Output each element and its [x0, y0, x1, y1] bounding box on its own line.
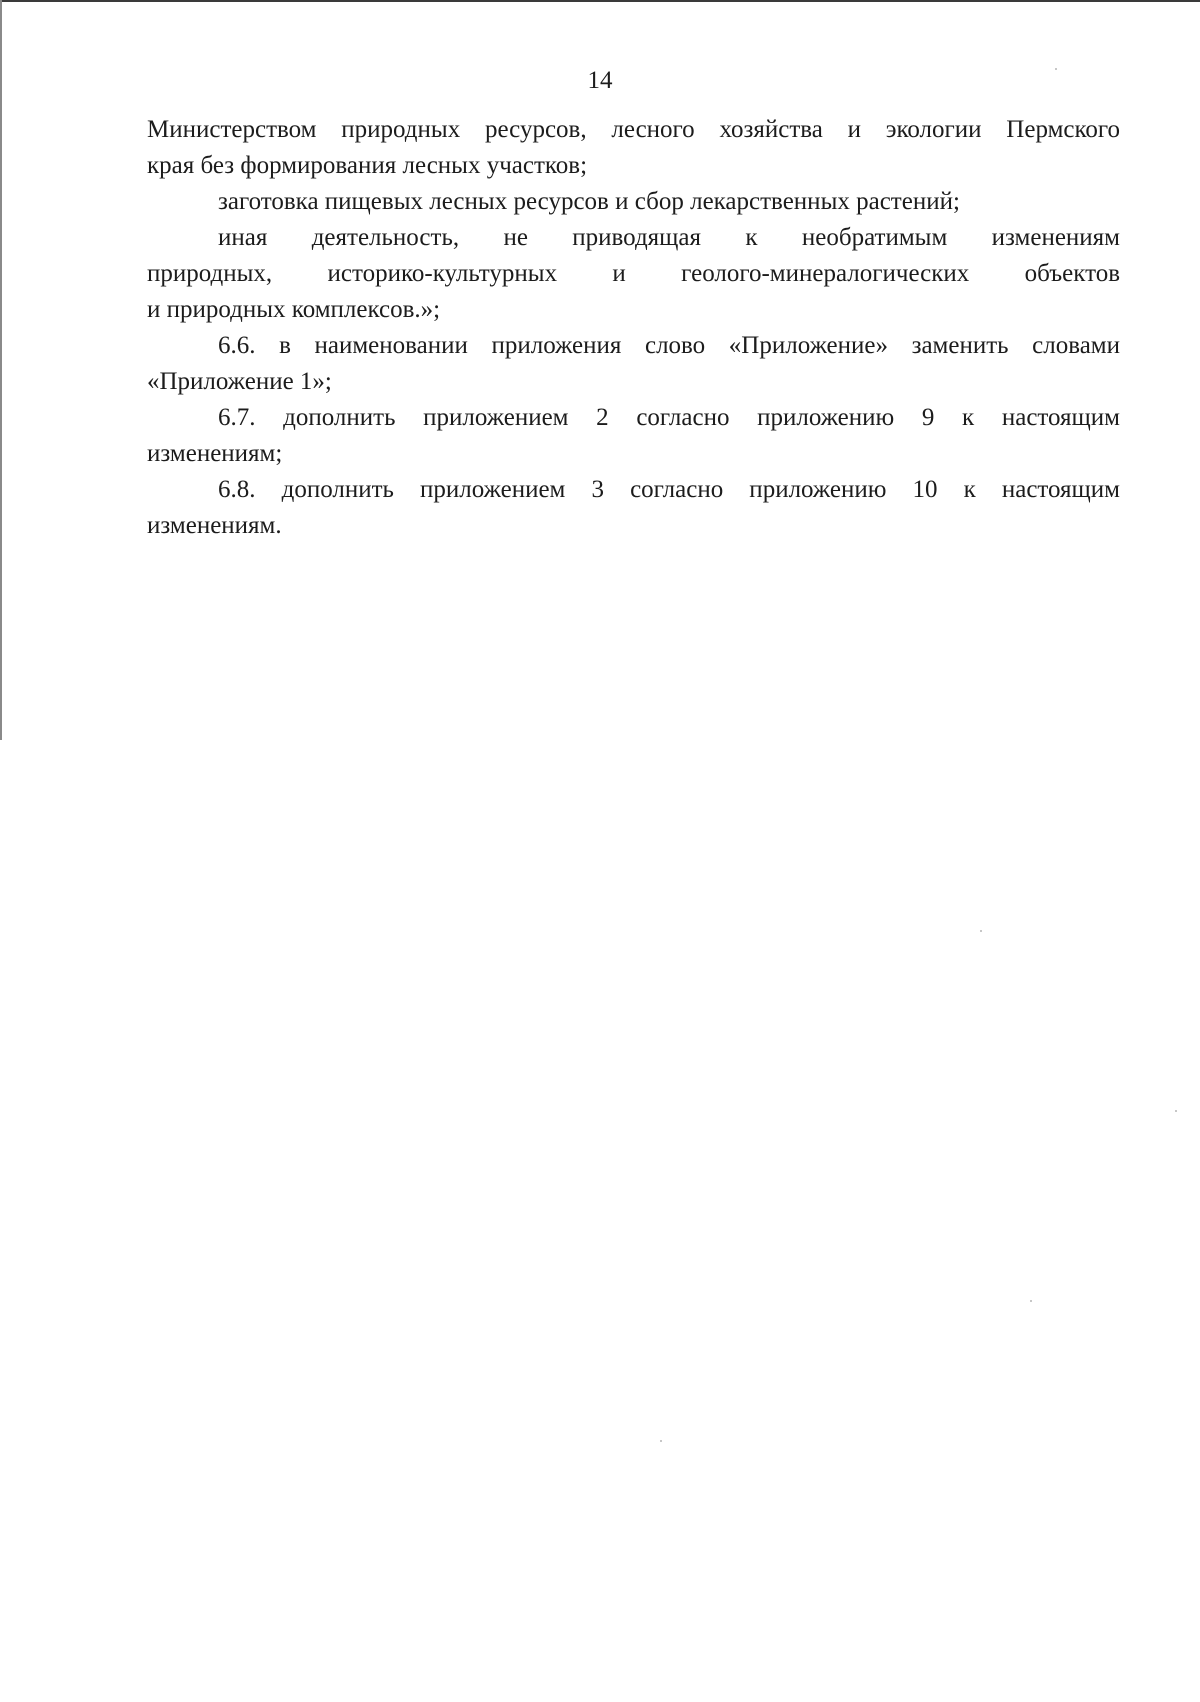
scan-top-edge [0, 0, 1200, 2]
text-line: иная деятельность, не приводящая к необратимым изменениям [218, 224, 1120, 251]
paragraph-ministry-continuation-end [147, 148, 1120, 184]
text-line: края без формирования лесных участков; [147, 152, 588, 179]
scan-speck [660, 1440, 662, 1442]
paragraph-other-activity-line-3 [147, 292, 1120, 328]
text-line: Министерством природных ресурсов, лесного хозяйства и экологии Пермского [147, 116, 1120, 143]
scan-speck [1055, 68, 1057, 70]
paragraph-food-resources [147, 184, 1120, 220]
text-line: природных, историко-культурных и геолого-минералогических объектов [147, 260, 1120, 287]
paragraph-ministry-continuation [147, 112, 1120, 148]
paragraph-item-6-8-line-1 [147, 472, 1120, 508]
paragraph-other-activity-line-2 [147, 256, 1120, 292]
text-line: изменениям. [147, 512, 282, 539]
scan-speck [1030, 1300, 1032, 1302]
scan-speck [1175, 1110, 1177, 1112]
text-line: заготовка пищевых лесных ресурсов и сбор лекарственных растений; [218, 188, 960, 215]
text-line: 6.8. дополнить приложением 3 согласно приложению 10 к настоящим [218, 476, 1120, 503]
scan-left-edge [0, 0, 2, 740]
paragraph-other-activity-line-1 [147, 220, 1120, 256]
document-body [147, 112, 1120, 544]
text-line: изменениям; [147, 440, 283, 467]
text-line: 6.6. в наименовании приложения слово «Приложение» заменить словами [218, 332, 1120, 359]
paragraph-item-6-7-line-2 [147, 436, 1120, 472]
paragraph-item-6-6-line-1 [147, 328, 1120, 364]
text-line: и природных комплексов.»; [147, 296, 441, 323]
paragraph-item-6-8-line-2 [147, 508, 1120, 544]
scan-speck [980, 930, 982, 932]
text-line: 6.7. дополнить приложением 2 согласно приложению 9 к настоящим [218, 404, 1120, 431]
page-number: 14 [587, 67, 613, 94]
paragraph-item-6-7-line-1 [147, 400, 1120, 436]
paragraph-item-6-6-line-2 [147, 364, 1120, 400]
text-line: «Приложение 1»; [147, 368, 332, 395]
